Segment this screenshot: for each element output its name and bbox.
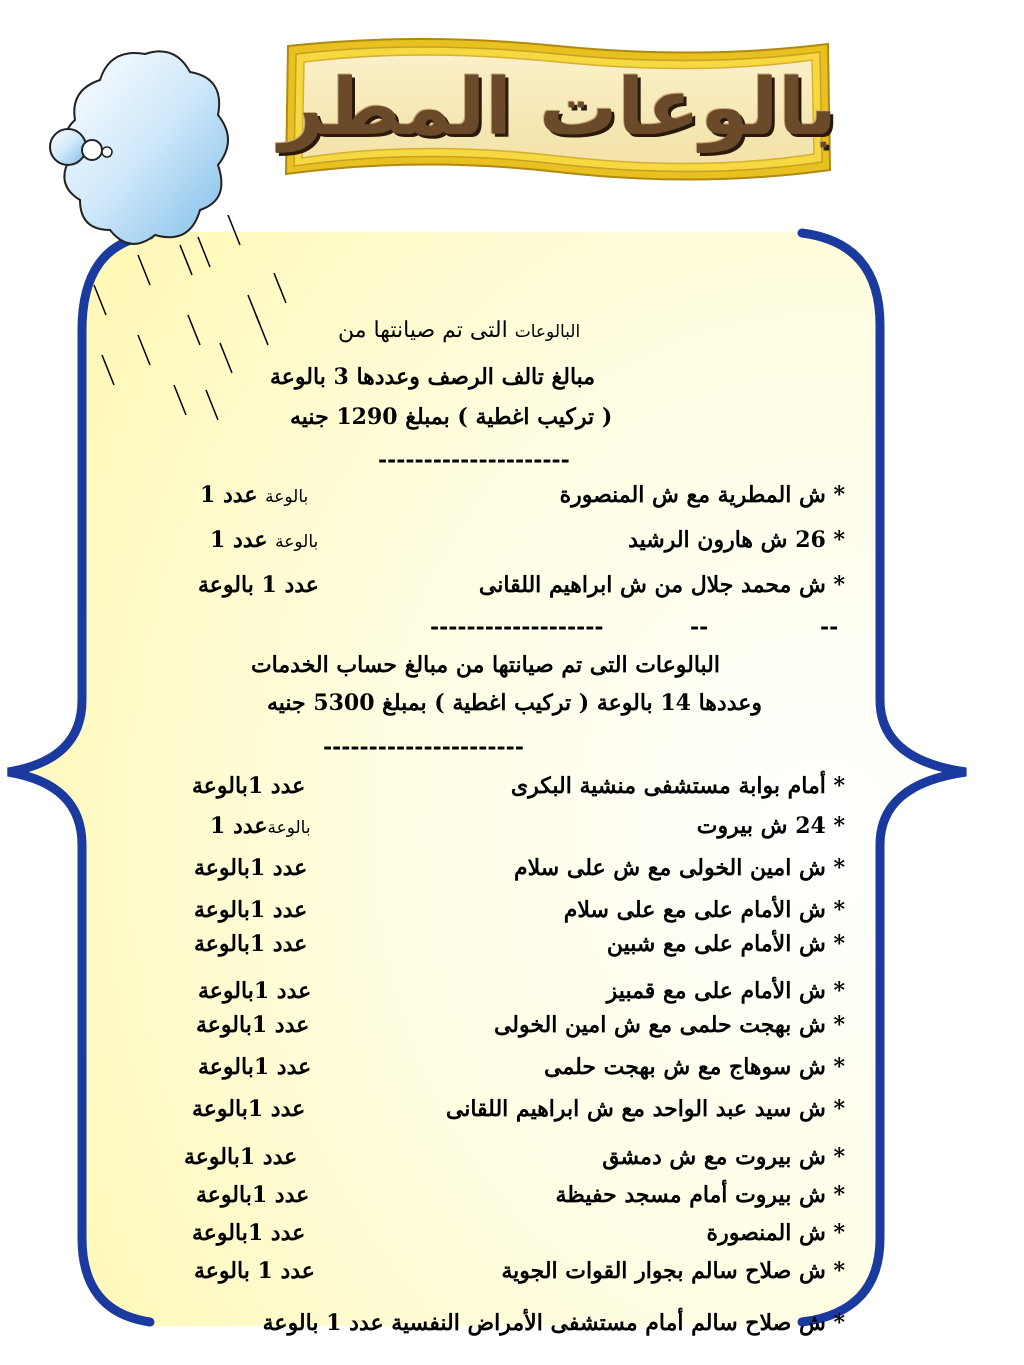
separator: --: [820, 614, 839, 640]
separator: --: [690, 614, 709, 640]
heading-line-2: مبالغ تالف الرصف وعددها 3 بالوعة: [270, 364, 596, 390]
page-title: بالوعات المطر: [279, 63, 837, 153]
title-banner: [278, 28, 838, 188]
separator: ---------------------: [378, 447, 570, 473]
separator: ----------------------: [323, 734, 524, 760]
heading-line-1: البالوعات التى تم صيانتها من: [338, 318, 581, 343]
heading-line-3: ( تركيب اغطية ) بمبلغ 1290 جنيه: [290, 404, 613, 430]
separator: -------------------: [430, 614, 604, 640]
rain-icon: [80, 215, 310, 425]
heading-line-1: البالوعات التى تم صيانتها من مبالغ حساب الخدمات: [250, 652, 720, 678]
heading-line-2: وعددها 14 بالوعة ( تركيب اغطية ) بمبلغ 5300 جنيه: [266, 690, 762, 716]
